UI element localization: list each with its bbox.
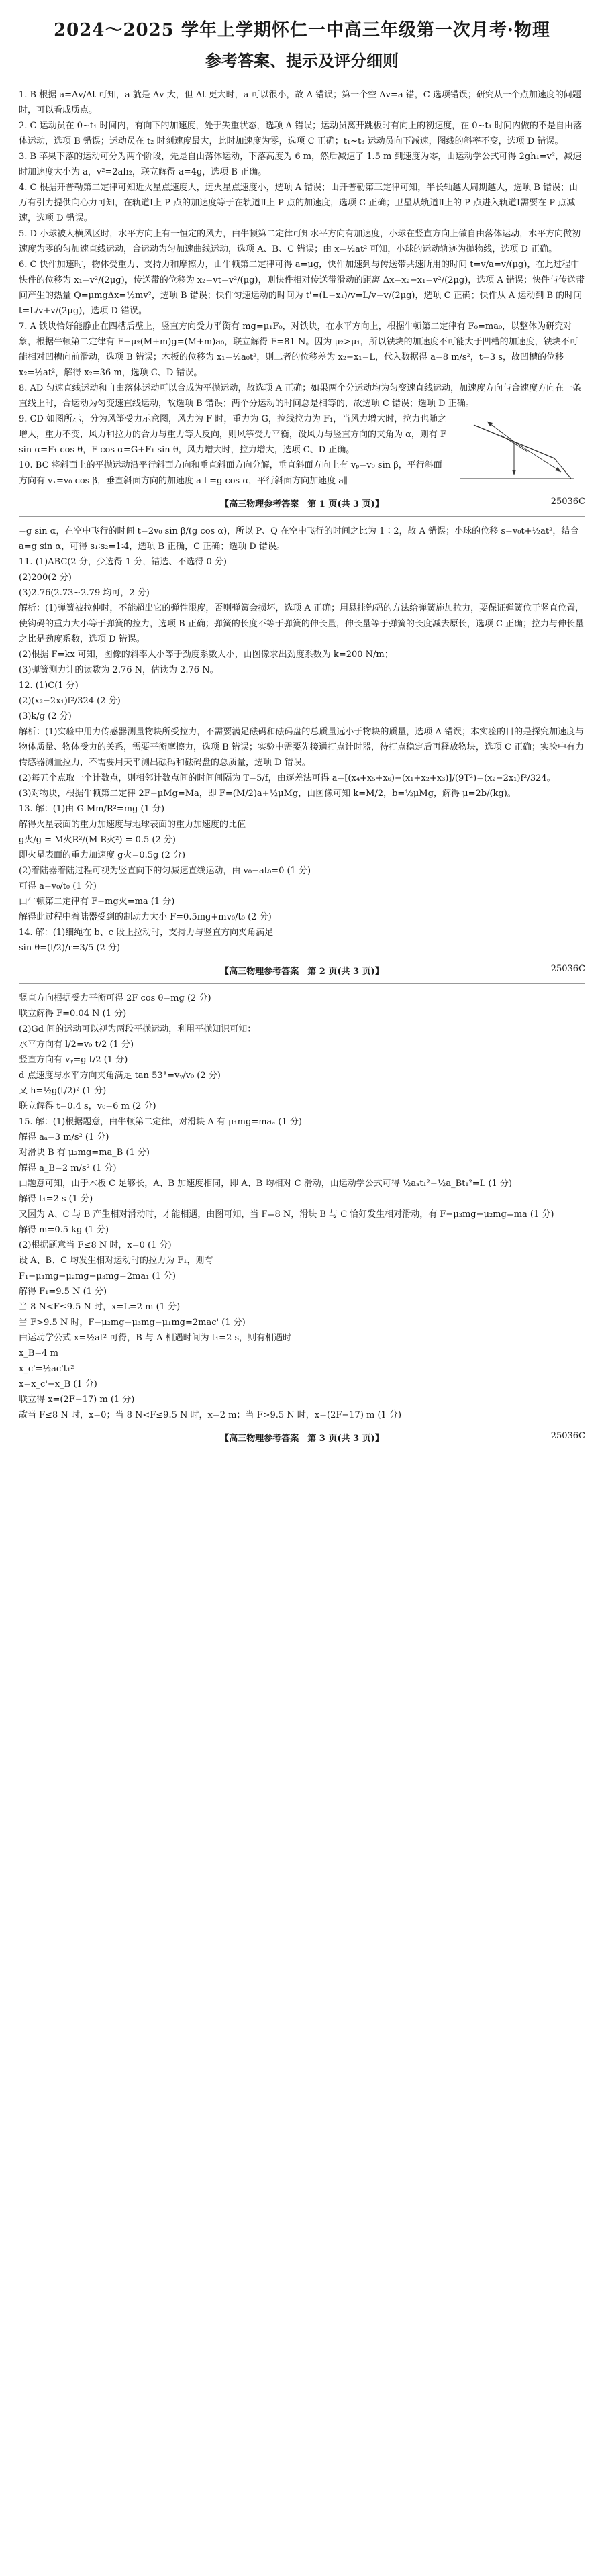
answer-13-7: 由牛顿第二定律有 F−mg火=ma (1 分) [19, 897, 175, 907]
answer-15-4: 解得 a_B=2 m/s² (1 分) [19, 1163, 117, 1173]
answer-15-17: x_c'=½ac't₁² [19, 1364, 74, 1374]
answer-15-20: 故当 F≤8 N 时，x=0；当 8 N<F≤9.5 N 时，x=2 m；当 F>9.5 N 时，x=(2F−17) m (1 分) [19, 1410, 402, 1420]
answer-13-8: 解得此过程中着陆器受到的制动力大小 F=0.5mg+mv₀/t₀ (2 分) [19, 912, 272, 922]
answer-15-16: x_B=4 m [19, 1348, 59, 1358]
answer-14-9: 又 h=½g(t/2)² (1 分) [19, 1086, 107, 1096]
answer-3: 3. B 苹果下落的运动可分为两个阶段，先是自由落体运动，下落高度为 6 m，然后减速了 1.5 m 到速度为零，由运动学公式可得 2gh₁=v²，减速时加速度大小为 a，v²=2ah₂，联立解得 a=4g，选项 B 正确。 [19, 152, 582, 177]
answer-11-1: 11. (1)ABC(2 分，少选得 1 分，错选、不选得 0 分) [19, 557, 227, 567]
answer-15-15: 由运动学公式 x=½at² 可得，B 与 A 相遇时间为 t₁=2 s，则有相遇时 [19, 1333, 292, 1343]
answer-15-1: 15. 解：(1)根据题意，由牛顿第二定律，对滑块 A 有 μ₁mg=maₐ (1 分) [19, 1117, 302, 1127]
page-2-footer [0, 964, 604, 977]
answer-12-analysis-3: (3)对物块，根据牛顿第二定律 2F−μMg=Ma，即 F=(M/2)a+½μMg，由图像可知 k=M/2，b=½μMg，解得 μ=2b/(kg)。 [19, 789, 516, 799]
answer-11-analysis-3: (3)弹簧测力计的读数为 2.76 N，估读为 2.76 N。 [19, 665, 219, 675]
answer-4: 4. C 根据开普勒第二定律可知近火星点速度大，远火星点速度小，选项 A 错误；由开普勒第三定律可知，半长轴越大周期越大，选项 B 错误；由万有引力提供向心力可知，在轨道Ⅰ上 P 点的加速度等于在轨道Ⅱ上 P 点的加速度，选项 C 正确；卫星从轨道Ⅱ上的 P 点进入轨道Ⅰ需要在 P 点减速，选项 D 错误。 [19, 183, 578, 224]
answer-10-cont: =g sin α，在空中飞行的时间 t=2v₀ sin β/(g cos α)，所以 P、Q 在空中飞行的时间之比为 1∶2，故 A 错误；小球的位移 s=v₀t+½at²，结合 a=g sin α，可得 s₁∶s₂=1∶4，选项 B 正确，C 正确；选项 D 错误。 [19, 526, 579, 552]
answer-15-18: x=x_c'−x_B (1 分) [19, 1379, 97, 1389]
exam-subtitle: 参考答案、提示及评分细则 [205, 51, 399, 70]
answer-11-2: (2)200(2 分) [19, 573, 72, 583]
answer-1: 1. B 根据 a=Δv/Δt 可知，a 就是 Δv 大，但 Δt 更大时，a 可以很小，故 A 错误；第一个空 Δv=a 错，C 选项错误；研究从一个点加速度的问题时，可以看成质点。 [19, 90, 581, 115]
answer-15-12: 解得 F₁=9.5 N (1 分) [19, 1287, 107, 1297]
answer-7: 7. A 铁块恰好能静止在四槽后壁上，竖直方向受力平衡有 mg=μ₁F₀，对铁块，在水平方向上，根据牛顿第二定律有 F₀=ma₀，以整体为研究对象，根据牛顿第二定律有 F−μ₂(M+m)g=(M+m)a₀，联立解得 F=81 N。因为 μ₂>μ₁，所以铁块的加速度不可能大于凹槽的加速度，铁块不可能相对凹槽向前滑动，选项 B 错误；木板的位移为 x₁=½a₀t²，则二者的位移差为 x₂−x₁=L，代入数据得 a=8 m/s²，t=3 s，故凹槽的位移 x₂=½at²，解得 x₂=36 m，选项 C、D 错误。 [19, 321, 578, 378]
answer-11-analysis-2: (2)根据 F=kx 可知，图像的斜率大小等于劲度系数大小，由图像求出劲度系数为 k=200 N/m； [19, 650, 393, 660]
answer-15-19: 联立得 x=(2F−17) m (1 分) [19, 1395, 135, 1405]
answer-15-11: F₁−μ₁mg−μ₂mg−μ₃mg=2ma₁ (1 分) [19, 1271, 176, 1281]
answer-12-analysis-2: (2)每五个点取一个计数点，则相邻计数点间的时间间隔为 T=5/f，由逐差法可得 a=[(x₄+x₅+x₆)−(x₁+x₂+x₃)]/(9T²)=(x₂−2x₁)f²/324。 [19, 773, 556, 783]
answer-14-1: 14. 解：(1)细绳在 b、c 段上拉动时，支持力与竖直方向夹角满足 [19, 928, 274, 938]
answer-15-13: 当 8 N<F≤9.5 N 时，x=L=2 m (1 分) [19, 1302, 181, 1312]
kite-force-diagram [454, 411, 581, 485]
page-2-footer-label: 【高三物理参考答案 第 2 页(共 3 页)】 [220, 967, 384, 977]
answer-15-14: 当 F>9.5 N 时，F−μ₂mg−μ₃mg−μ₁mg=2mac' (1 分) [19, 1318, 246, 1328]
answer-9: 9. CD 如图所示，分为风筝受力示意图，风力为 F 时，重力为 G，拉线拉力为 F₁，当风力增大时，拉力也随之增大，重力不变，风力和拉力的合力与重力等大反向，则风筝受力平衡，设风力与竖直方向的夹角为 α，则有 F sin α=F₁ cos θ，F cos α=G+F₁ sin θ，风力增大时，拉力增大，选项 C、D 正确。 [19, 414, 447, 455]
page-1-content [0, 87, 604, 489]
answer-14-7: 竖直方向有 vᵧ=g t/2 (1 分) [19, 1055, 128, 1065]
answer-12-analysis: 解析：(1)实验中用力传感器测量物块所受拉力，不需要满足砝码和砝码盘的总质量远小于物块的质量，选项 A 错误；本实验的目的是探究加速度与物体质量、物体受力的关系，需要平衡摩擦力，选项 B 错误；实验中需要先接通打点计时器，待打点稳定后再释放物块，选项 C 正确；实验中有力传感器测量拉力，不需要用天平测出砝码和砝码盘的总质量，选项 D 错误。 [19, 727, 585, 768]
page-3-footer [0, 1431, 604, 1444]
answer-13-1: 13. 解：(1)由 G Mm/R²=mg (1 分) [19, 804, 165, 814]
answer-2: 2. C 运动员在 0~t₁ 时间内，有向下的加速度，处于失重状态，选项 A 错误；运动员离开跳板时有向上的初速度，在 0~t₁ 时间内做的不是自由落体运动，选项 B 错误；运动员在 t₂ 时刻速度最大，此时加速度为零，选项 C 正确；t₁~t₃ 运动员向下减速，图线的斜率不变，选项 D 错误。 [19, 121, 582, 146]
answer-14-2: sin θ=(l/2)/r=3/5 (2 分) [19, 943, 121, 953]
answer-14-5: (2)Gd 间的运动可以视为两段平抛运动，利用平抛知识可知： [19, 1024, 256, 1034]
answer-14-8: d 点速度与水平方向夹角满足 tan 53°=vᵧ/v₀ (2 分) [19, 1071, 221, 1081]
answer-12-3: (3)k/g (2 分) [19, 711, 72, 722]
answer-14-6: 水平方向有 l/2=v₀ t/2 (1 分) [19, 1040, 134, 1050]
answer-12-2: (2)(x₂−2x₁)f²/324 (2 分) [19, 696, 121, 706]
answer-15-2: 解得 aₐ=3 m/s² (1 分) [19, 1132, 109, 1142]
answer-15-10: 设 A、B、C 均发生相对运动时的拉力为 F₁，则有 [19, 1256, 213, 1266]
page-1-footer [0, 497, 604, 509]
page-1-footer-label: 【高三物理参考答案 第 1 页(共 3 页)】 [220, 499, 384, 509]
page-3-content [0, 991, 604, 1423]
page-2-content [0, 524, 604, 956]
answer-5: 5. D 小球被人横风区时，水平方向上有一恒定的风力，由牛顿第二定律可知水平方向有加速度，小球在竖直方向上做自由落体运动，水平方向做初速度为零的匀加速直线运动，合运动为匀加速曲线运动，选项 A、B、C 错误；由 x=½at² 可知，小球的运动轨迹为抛物线，选项 D 正确。 [19, 229, 581, 254]
page-3-footer-label: 【高三物理参考答案 第 3 页(共 3 页)】 [220, 1434, 384, 1444]
answer-15-5: 由题意可知，由于木板 C 足够长，A、B 加速度相同，即 A、B 均相对 C 滑动，由运动学公式可得 ½aₐt₁²−½a_Bt₁²=L (1 分) [19, 1179, 512, 1189]
page-1-footer-code: 25036C [550, 497, 585, 507]
answer-6: 6. C 快件加速时，物体受重力、支持力和摩擦力，由牛顿第二定律可得 a=μg，快件加速到与传送带共速所用的时间 t=v/a=v/(μg)，在此过程中快件的位移为 x₁=v²/(2μg)，传送带的位移为 x₂=vt=v²/(μg)，则快件相对传送带滑动的距离 Δx=x₂−x₁=v²/(2μg)，选项 A 错误；快件与传送带间产生的热量 Q=μmgΔx=½mv²，选项 B 错误；快件匀速运动的时间为 t'=(L−x₁)/v=L/v−v/(2μg)，选项 C 正确；快件从 A 运动到 B 的时间 t=L/v+v/(2μg)，选项 D 错误。 [19, 260, 585, 316]
answer-11-analysis: 解析：(1)弹簧被拉伸时，不能超出它的弹性限度，否则弹簧会损坏，选项 A 正确；用悬挂钩码的方法给弹簧施加拉力，要保证弹簧位于竖直位置，使钩码的重力大小等于弹簧的拉力，选项 B 正确；弹簧的长度不等于弹簧的伸长量，伸长量等于弹簧的长度减去原长，选项 C 正确；拉力与伸长量之比是劲度系数，选项 D 错误。 [19, 603, 585, 644]
answer-11-3: (3)2.76(2.73~2.79 均可，2 分) [19, 588, 150, 598]
answer-15-6: 解得 t₁=2 s (1 分) [19, 1194, 93, 1204]
answer-8: 8. AD 匀速直线运动和自由落体运动可以合成为平抛运动，故选项 A 正确；如果两个分运动均为匀变速直线运动，加速度方向与合速度方向在一条直线上时，合运动为匀变速直线运动，故选项 B 错误；两个分运动的时间总是相等的，故选项 C 错误；选项 D 正确。 [19, 383, 582, 409]
answer-14-3: 竖直方向根据受力平衡可得 2F cos θ=mg (2 分) [19, 993, 211, 1003]
answer-13-5: (2)着陆器着陆过程可视为竖直向下的匀减速直线运动，由 v₀−at₀=0 (1 分) [19, 866, 311, 876]
answer-15-8: 解得 m=0.5 kg (1 分) [19, 1225, 109, 1235]
answer-12-1: 12. (1)C(1 分) [19, 681, 79, 691]
answer-13-2: 解得火星表面的重力加速度与地球表面的重力加速度的比值 [19, 820, 246, 830]
page-3-footer-code: 25036C [550, 1431, 585, 1441]
answer-13-6: 可得 a=v₀/t₀ (1 分) [19, 881, 97, 891]
answer-14-10: 联立解得 t=0.4 s，v₀=6 m (2 分) [19, 1101, 156, 1111]
answer-15-7: 又因为 A、C 与 B 产生相对滑动时，才能相遇，由图可知，当 F=8 N，滑块 B 与 C 恰好发生相对滑动，有 F−μ₃mg−μ₂mg=ma (1 分) [19, 1209, 554, 1220]
answer-15-3: 对滑块 B 有 μ₂mg=ma_B (1 分) [19, 1148, 150, 1158]
page-2-footer-code: 25036C [550, 964, 585, 974]
answer-14-4: 联立解得 F=0.04 N (1 分) [19, 1009, 127, 1019]
answer-10: 10. BC 将斜面上的平抛运动沿平行斜面方向和垂直斜面方向分解，垂直斜面方向上有 vₚ=v₀ sin β，平行斜面方向有 vₓ=v₀ cos β，垂直斜面方向的加速度 a⊥=g cos α，平行斜面方向加速度 a∥ [19, 460, 442, 486]
answer-15-9: (2)根据题意当 F≤8 N 时，x=0 (1 分) [19, 1240, 172, 1250]
answer-13-3: g火/g = M火R²/(M R火²) = 0.5 (2 分) [19, 835, 176, 845]
answer-13-4: 即火星表面的重力加速度 g火=0.5g (2 分) [19, 850, 186, 860]
header [0, 0, 604, 71]
exam-title: 2024～2025 学年上学期怀仁一中高三年级第一次月考·物理 [54, 20, 550, 40]
